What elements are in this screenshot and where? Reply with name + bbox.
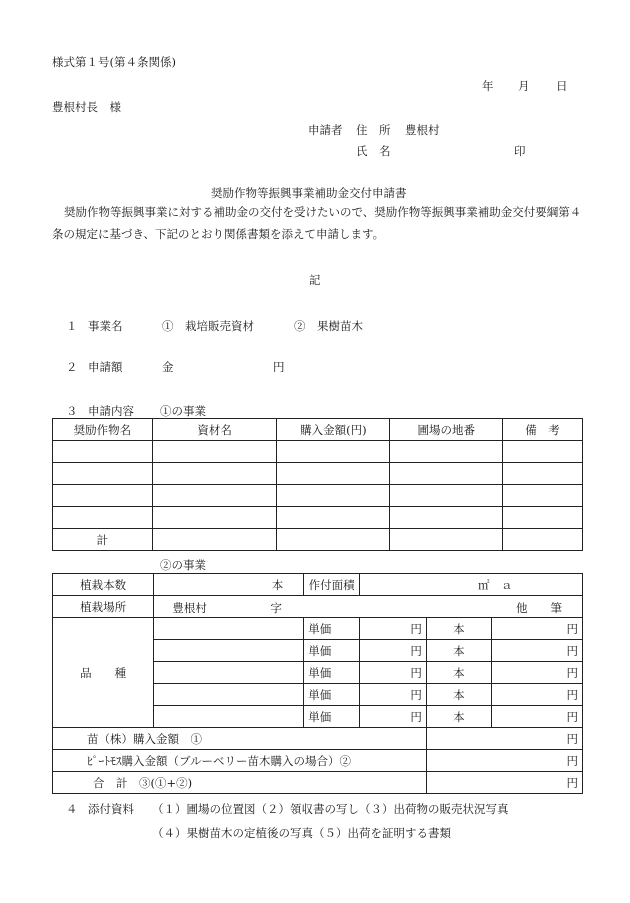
planted-count-field[interactable]: 本 [154, 574, 304, 596]
applicant-label: 申請者 [308, 123, 343, 137]
sum1-row [53, 728, 583, 750]
header-material: 資材名 [152, 419, 277, 441]
form-number: 様式第１号(第４条関係) [52, 55, 176, 69]
planting-count-row [53, 574, 583, 596]
seedlings-table [52, 573, 583, 794]
addressee: 豊根村長 様 [52, 100, 121, 114]
sum2-field[interactable]: 円 [426, 750, 582, 772]
grand-total-label: 合 計 ③(①+②) [53, 772, 427, 794]
sum2-label: ﾋﾟｰﾄﾓｽ購入金額（ブルーベリー苗木購入の場合）② [53, 750, 427, 772]
item1-label: 事業名 [88, 319, 123, 333]
seal-mark: 印 [514, 144, 526, 158]
table-row [53, 463, 583, 485]
table-row [53, 441, 583, 463]
table-header-row [53, 419, 583, 441]
location-row [53, 596, 583, 618]
table-total-row [53, 529, 583, 551]
item4-number: ４ [66, 802, 78, 816]
item1-number: １ [66, 319, 78, 333]
body-text: 奨励作物等振興事業に対する補助金の交付を受けたいので、奨励作物等振興事業補助金交付要綱第４条の規定に基づき、下記のとおり関係書類を添えて申請します。 [52, 205, 582, 241]
ki-heading: 記 [309, 273, 321, 287]
location-aza: 字 [270, 601, 282, 615]
item3-label: 申請内容 [88, 404, 134, 418]
section2-title: ②の事業 [160, 558, 206, 572]
address-label: 住 所 [356, 123, 391, 137]
header-remarks: 備 考 [503, 419, 583, 441]
table-row [53, 485, 583, 507]
location-other: 他 筆 [516, 601, 562, 615]
date-year-label: 年 [482, 79, 494, 93]
sum1-field[interactable]: 円 [426, 728, 582, 750]
grand-total-field[interactable]: 円 [426, 772, 582, 794]
area-field[interactable]: ㎡ ａ [360, 574, 583, 596]
variety-label: 品 種 [53, 618, 154, 728]
item4-label: 添付資料 [88, 802, 134, 816]
area-label: 作付面積 [304, 574, 360, 596]
location-field[interactable] [154, 596, 583, 618]
item2-prefix: 金 [162, 360, 174, 374]
header-amount: 購入金額(円) [277, 419, 390, 441]
variety-row: 単価 円 本 円 [53, 684, 583, 706]
variety-row: 品 種 単価 円 本 円 [53, 618, 583, 640]
variety-row: 単価 円 本 円 [53, 640, 583, 662]
sum2-row [53, 750, 583, 772]
item2-suffix: 円 [273, 360, 285, 374]
item2-number: ２ [66, 360, 78, 374]
variety-row: 単価 円 本 円 [53, 706, 583, 728]
address-value: 豊根村 [405, 123, 440, 137]
variety-row: 単価 円 本 円 [53, 662, 583, 684]
header-crop: 奨励作物名 [53, 419, 153, 441]
sum1-label: 苗（株）購入金額 ① [53, 728, 427, 750]
name-label: 氏 名 [356, 144, 391, 158]
item4-line1: （１）圃場の位置図（２）領収書の写し（３）出荷物の販売状況写真 [152, 802, 509, 816]
item4-line2: （４）果樹苗木の定植後の写真（５）出荷を証明する書類 [152, 826, 451, 840]
date-month-label: 月 [518, 79, 530, 93]
item3-number: ３ [66, 404, 78, 418]
item3-subtitle: ①の事業 [160, 404, 206, 418]
planted-count-label: 植栽本数 [53, 574, 154, 596]
total-label: 計 [53, 529, 153, 551]
item2-label: 申請額 [88, 360, 123, 374]
item1-option2: ② 果樹苗木 [294, 319, 363, 333]
date-day-label: 日 [556, 79, 568, 93]
total-row [53, 772, 583, 794]
location-village: 豊根村 [172, 601, 207, 615]
item1-option1: ① 栽培販売資材 [162, 319, 254, 333]
location-label: 植栽場所 [53, 596, 154, 618]
table-row [53, 507, 583, 529]
document-title: 奨励作物等振興事業補助金交付申請書 [211, 186, 407, 200]
materials-table [52, 418, 583, 551]
header-field-lot: 圃場の地番 [390, 419, 503, 441]
